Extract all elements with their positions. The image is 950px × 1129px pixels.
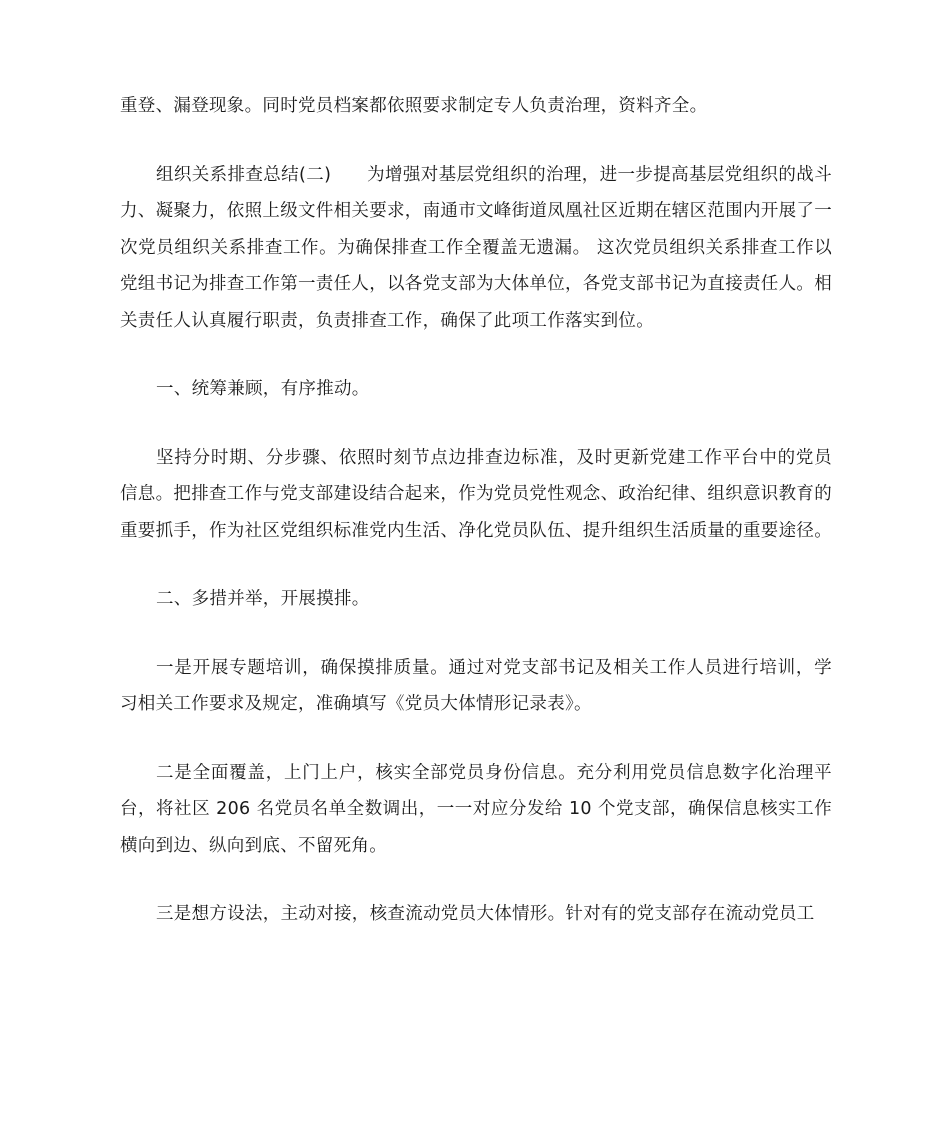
paragraph-item-two: 二是全面覆盖，上门上户，核实全部党员身份信息。充分利用党员信息数字化治理平台，将社区 206 名党员名单全数调出，一一对应分发给 10 个党支部，确保信息核实工作横向到边、纵向到底、不留死角。 [120,762,832,856]
paragraph-section-one-body: 坚持分时期、分步骤、依照时刻节点边排查边标准，及时更新党建工作平台中的党员信息。把排查工作与党支部建设结合起来，作为党员党性观念、政治纪律、组织意识教育的重要抓手，作为社区党组织标准党内生活、净化党员队伍、提升组织生活质量的重要途径。 [120,447,832,541]
section-heading-one: 一、统筹兼顾，有序推动。 [156,379,370,399]
paragraph-item-three: 三是想方设法，主动对接，核查流动党员大体情形。针对有的党支部存在流动党员工 [156,904,815,924]
document-page [120,88,832,965]
section-heading-two: 二、多措并举，开展摸排。 [156,589,370,609]
paragraph-summary-intro: 组织关系排查总结(二) 为增强对基层党组织的治理，进一步提高基层党组织的战斗力、凝聚力，依照上级文件相关要求，南通市文峰街道凤凰社区近期在辖区范围内开展了一次党员组织关系排查工作。为确保排查工作全覆盖无遗漏。 这次党员组织关系排查工作以党组书记为排查工作第一责任人，以各党支部为大体单位，各党支部书记为直接责任人。相关责任人认真履行职责，负责排查工作，确保了此项工作落实到位。 [120,164,832,331]
paragraph-item-one: 一是开展专题培训，确保摸排质量。通过对党支部书记及相关工作人员进行培训，学习相关工作要求及规定，准确填写《党员大体情形记录表》。 [120,657,832,714]
paragraph-continuation: 重登、漏登现象。同时党员档案都依照要求制定专人负责治理，资料齐全。 [120,96,708,116]
